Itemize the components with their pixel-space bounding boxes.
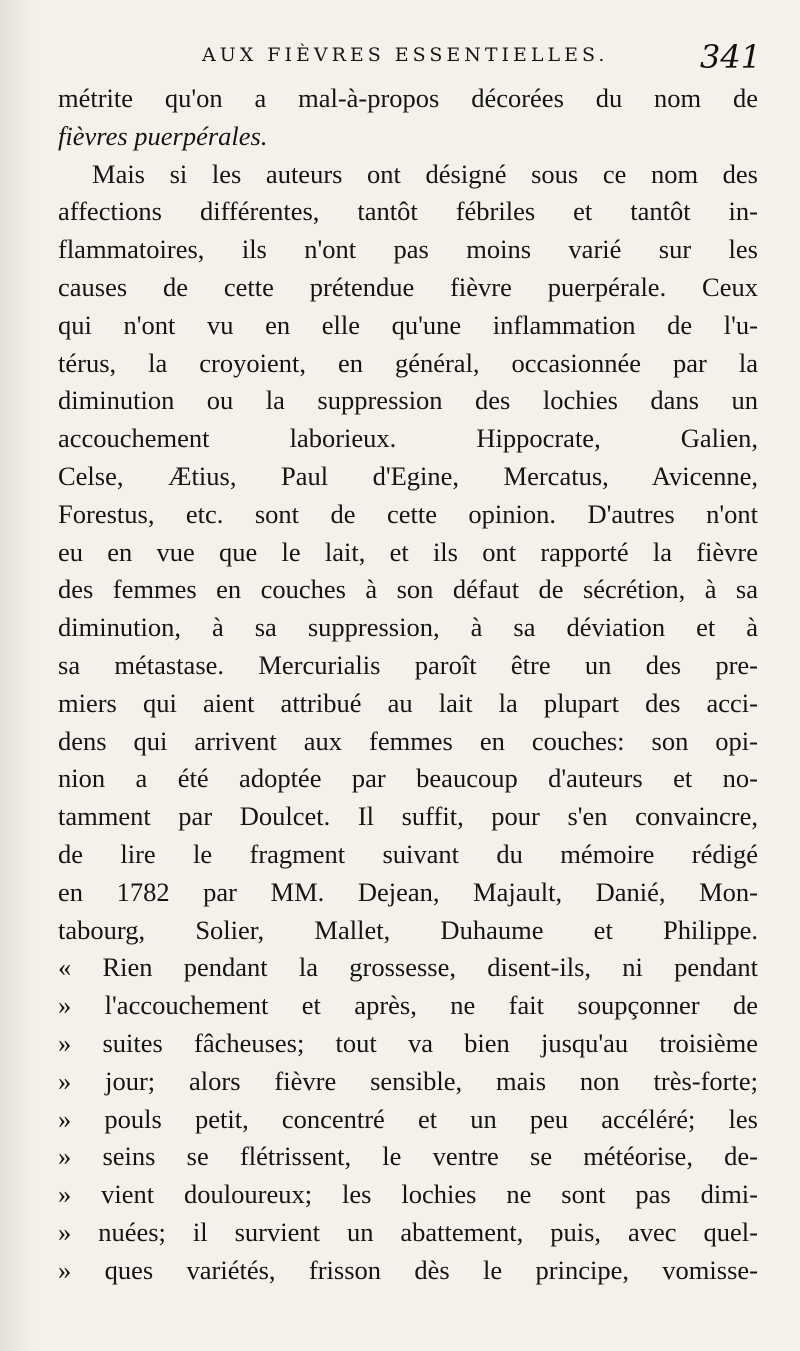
text-line: tamment par Doulcet. Il suffit, pour s'en convaincre, bbox=[58, 801, 758, 832]
text-line: flammatoires, ils n'ont pas moins varié sur les bbox=[58, 234, 758, 265]
text-line: miers qui aient attribué au lait la plupart des acci- bbox=[58, 687, 758, 718]
page-header bbox=[0, 38, 800, 84]
text-line: accouchement laborieux. Hippocrate, Galien, bbox=[58, 423, 758, 454]
text-line: fièvres puerpérales. bbox=[58, 120, 268, 151]
quote-line: » jour; alors fièvre sensible, mais non très-forte; bbox=[58, 1065, 758, 1096]
running-head: AUX FIÈVRES ESSENTIELLES. bbox=[202, 44, 609, 66]
text-line: Celse, Ætius, Paul d'Egine, Mercatus, Avicenne, bbox=[58, 460, 758, 491]
text-line: dens qui arrivent aux femmes en couches: son opi- bbox=[58, 725, 758, 756]
page-edge-shadow bbox=[0, 0, 34, 1351]
quote-line: » ques variétés, frisson dès le principe, vomisse- bbox=[58, 1254, 758, 1285]
text-line: sa métastase. Mercurialis paroît être un des pre- bbox=[58, 649, 758, 680]
text-line: diminution, à sa suppression, à sa déviation et à bbox=[58, 612, 758, 643]
quote-line: » suites fâcheuses; tout va bien jusqu'au troisième bbox=[58, 1027, 758, 1058]
text-line: Mais si les auteurs ont désigné sous ce nom des bbox=[92, 158, 758, 189]
body-text bbox=[58, 80, 758, 1290]
text-line: métrite qu'on a mal-à-propos décorées du nom de bbox=[58, 83, 758, 113]
quote-line: » pouls petit, concentré et un peu accéléré; les bbox=[58, 1103, 758, 1134]
quote-line: » seins se flétrissent, le ventre se météorise, de- bbox=[58, 1141, 758, 1172]
text-line: térus, la croyoient, en général, occasionnée par la bbox=[58, 347, 758, 378]
text-line: qui n'ont vu en elle qu'une inflammation de l'u- bbox=[58, 309, 758, 340]
quote-line: » l'accouchement et après, ne fait soupçonner de bbox=[58, 990, 758, 1021]
text-line: des femmes en couches à son défaut de sécrétion, à sa bbox=[58, 574, 758, 605]
quote-line: » vient douloureux; les lochies ne sont pas dimi- bbox=[58, 1179, 758, 1210]
text-line: causes de cette prétendue fièvre puerpérale. Ceux bbox=[58, 271, 758, 302]
text-line: diminution ou la suppression des lochies dans un bbox=[58, 385, 758, 416]
text-line: tabourg, Solier, Mallet, Duhaume et Philippe. bbox=[58, 914, 758, 945]
text-line: affections différentes, tantôt fébriles et tantôt in- bbox=[58, 196, 758, 227]
text-line: eu en vue que le lait, et ils ont rapporté la fièvre bbox=[58, 536, 758, 567]
text-line: nion a été adoptée par beaucoup d'auteurs et no- bbox=[58, 763, 758, 794]
quote-line: » nuées; il survient un abattement, puis, avec quel- bbox=[58, 1216, 758, 1247]
text-line: de lire le fragment suivant du mémoire rédigé bbox=[58, 838, 758, 869]
page-number: 341 bbox=[700, 38, 762, 76]
text-line: en 1782 par MM. Dejean, Majault, Danié, Mon- bbox=[58, 876, 758, 907]
text-line: Forestus, etc. sont de cette opinion. D'autres n'ont bbox=[58, 498, 758, 529]
quote-line: « Rien pendant la grossesse, disent-ils, ni pendant bbox=[58, 952, 758, 983]
